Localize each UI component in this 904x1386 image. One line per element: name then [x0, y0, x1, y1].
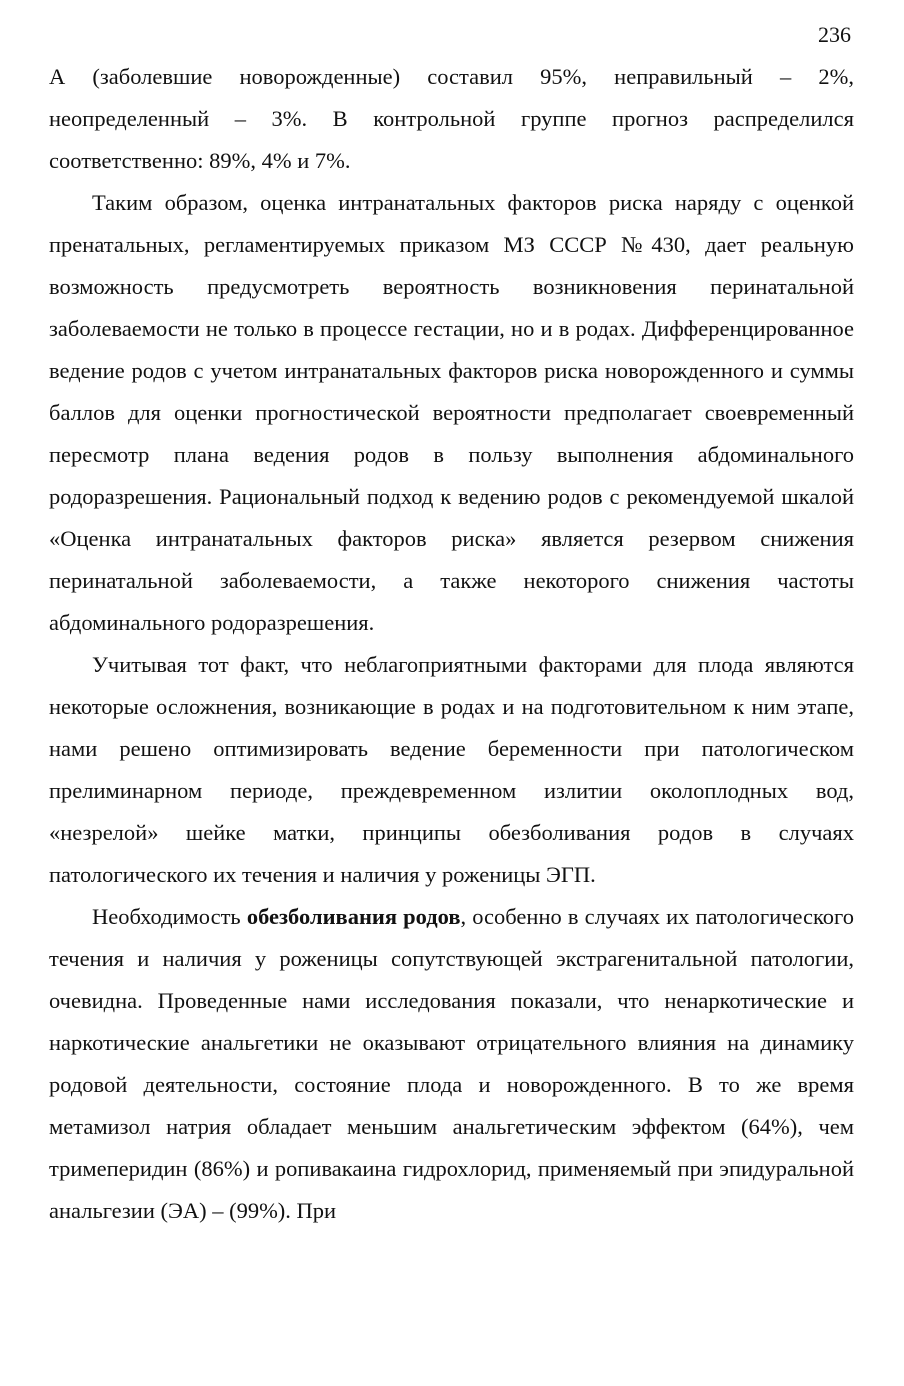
paragraph-3: Учитывая тот факт, что неблагоприятными факторами для плода являются некоторые осложнения, возникающие в родах и на подготовительном к ним этапе, нами решено оптимизировать ведение беременности при патологическом прелиминарном периоде, преждевременном излитии околоплодных вод, «незрелой» шейке матки, принципы обезболивания родов в случаях патологического их течения и наличия у роженицы ЭГП. [49, 652, 854, 887]
page-number: 236 [818, 22, 851, 47]
paragraph-4-bold-term: обезболивания родов [246, 904, 461, 929]
paragraph-2: Таким образом, оценка интранатальных факторов риска наряду с оценкой пренатальных, регламентируемых приказом МЗ СССР №430, дает реальную возможность предусмотреть вероятность возникновения перинатальной заболеваемости не только в процессе гестации, но и в родах. Дифференцированное ведение родов с учетом интранатальных факторов риска новорожденного и суммы баллов для оценки прогностической вероятности предполагает своевременный пересмотр плана ведения родов в пользу выполнения абдоминального родоразрешения. Рациональный подход к ведению родов с рекомендуемой шкалой «Оценка интранатальных факторов риска» является резервом снижения перинатальной заболеваемости, а также некоторого снижения частоты абдоминального родоразрешения. [49, 190, 854, 635]
paragraph-4 [49, 896, 854, 1232]
paragraph-4-rest: , особенно в случаях их патологического течения и наличия у роженицы сопутствующей экстрагенитальной патологии, очевидна. Проведенные нами исследования показали, что ненаркотические и наркотические анальгетики не оказывают отрицательного влияния на динамику родовой деятельности, состояние плода и новорожденного. В то же время метамизол натрия обладает меньшим анальгетическим эффектом (64%), чем тримеперидин (86%) и ропивакаина гидрохлорид, применяемый при эпидуральной анальгезии (ЭА) – (99%). При [49, 904, 854, 1223]
document-body [49, 56, 854, 1232]
paragraph-1: А (заболевшие новорожденные) составил 95%, неправильный – 2%, неопределенный – 3%. В контрольной группе прогноз распределился соответственно: 89%, 4% и 7%. [49, 64, 854, 173]
paragraph-4-lead: Необходимость [92, 904, 247, 929]
